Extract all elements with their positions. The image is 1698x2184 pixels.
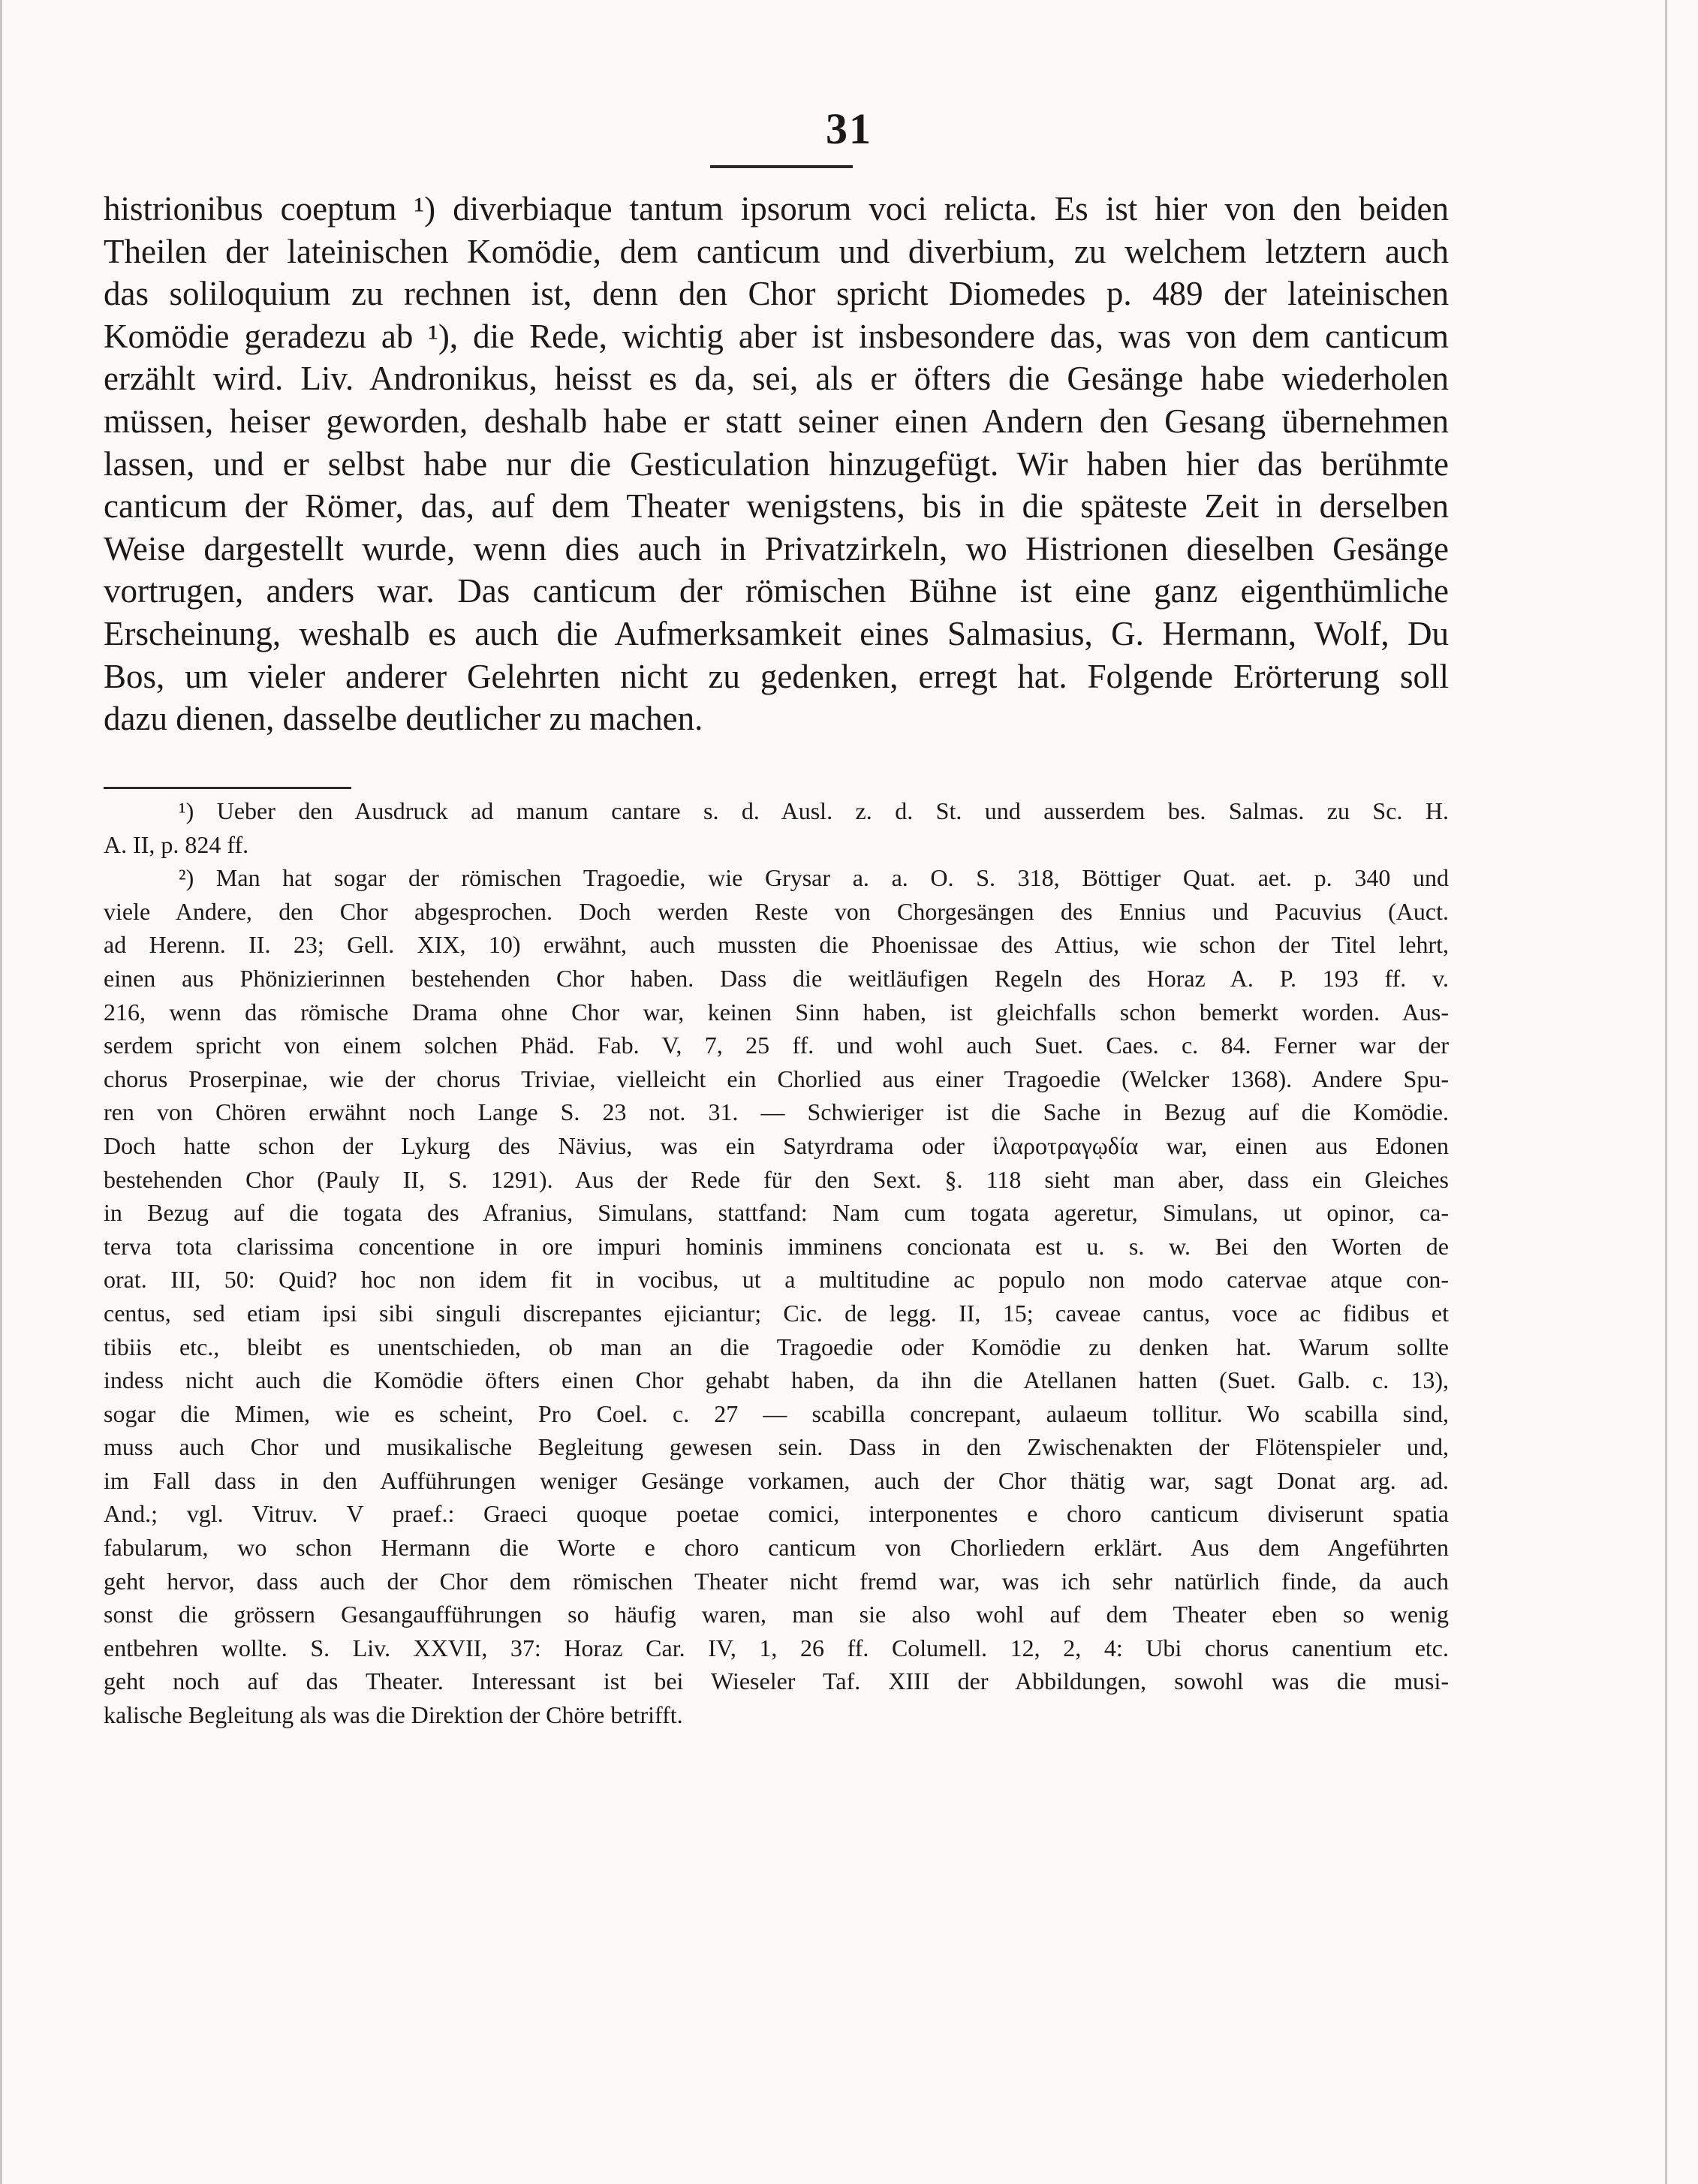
body-line: Komödie geradezu ab ¹), die Rede, wichtig aber ist insbesondere das, was von dem canticum [104,317,1449,355]
body-line: canticum der Römer, das, auf dem Theater wenigstens, bis in die späteste Zeit in derselben [104,487,1449,526]
footnote-line: sogar die Mimen, wie es scheint, Pro Coel. c. 27 — scabilla concrepant, aulaeum tollitur. Wo scabilla sind, [104,1399,1449,1427]
footnotes [104,794,1449,1732]
footnote-line: in Bezug auf die togata des Afranius, Simulans, stattfand: Nam cum togata ageretur, Simulans, ut opinor, ca- [104,1199,1449,1227]
scan-edge-right [1665,0,1667,2184]
footnote-line: centus, sed etiam ipsi sibi singuli discrepantes ejiciantur; Cic. de legg. II, 15; caveae cantus, voce ac fidibus et [104,1299,1449,1327]
footnote-line: ren von Chören erwähnt noch Lange S. 23 not. 31. — Schwieriger ist die Sache in Bezug auf die Komödie. [104,1098,1449,1126]
body-line: das soliloquium zu rechnen ist, denn den Chor spricht Diomedes p. 489 der lateinischen [104,275,1449,313]
footnote-line: chorus Proserpinae, wie der chorus Triviae, vielleicht ein Chorlied aus einer Tragoedie (Welcker 1368). Andere Spu- [104,1065,1449,1092]
footnote-rule [104,787,351,789]
footnote-line: 216, wenn das römische Drama ohne Chor war, keinen Sinn haben, ist gleichfalls schon bemerkt worden. Aus- [104,998,1449,1026]
body-line: Theilen der lateinischen Komödie, dem canticum und diverbium, zu welchem letztern auch [104,232,1449,270]
body-line: Erscheinung, weshalb es auch die Aufmerksamkeit eines Salmasius, G. Hermann, Wolf, Du [104,614,1449,652]
footnote-line: tibiis etc., bleibt es unentschieden, ob man an die Tragoedie oder Komödie zu denken hat. Warum sollte [104,1333,1449,1360]
body-text [104,188,1449,740]
footnote-line: entbehren wollte. S. Liv. XXVII, 37: Horaz Car. IV, 1, 26 ff. Columell. 12, 2, 4: Ubi chorus canentium etc. [104,1634,1449,1661]
body-line: erzählt wird. Liv. Andronikus, heisst es da, sei, als er öfters die Gesänge habe wiederholen [104,360,1449,398]
footnote-line: Doch hatte schon der Lykurg des Nävius, was ein Satyrdrama oder ἱλαροτραγῳδία war, einen aus Edonen [104,1131,1449,1159]
footnote-line: viele Andere, den Chor abgesprochen. Doch werden Reste von Chorgesängen des Ennius und Pacuvius (Auct. [104,897,1449,925]
footnote-line: bestehenden Chor (Pauly II, S. 1291). Aus der Rede für den Sext. §. 118 sieht man aber, dass ein Gleiches [104,1165,1449,1193]
body-line: müssen, heiser geworden, deshalb habe er statt seiner einen Andern den Gesang übernehmen [104,402,1449,440]
footnote-line: geht hervor, dass auch der Chor dem römischen Theater nicht fremd war, was ich sehr natürlich finde, da auch [104,1567,1449,1595]
body-line: lassen, und er selbst habe nur die Gesticulation hinzugefügt. Wir haben hier das berühmte [104,444,1449,483]
footnote-line: sonst die grössern Gesangaufführungen so häufig waren, man sie also wohl auf dem Theater eben so wenig [104,1601,1449,1628]
scan-edge-left [0,0,2,2184]
body-line: vortrugen, anders war. Das canticum der römischen Bühne ist eine ganz eigenthümliche [104,572,1449,610]
footnote-line: terva tota clarissima concentione in ore impuri hominis imminens concionata est u. s. w. Bei den Worten de [104,1232,1449,1260]
footnote-line: indess nicht auch die Komödie öfters einen Chor gehabt haben, da ihn die Atellanen hatten (Suet. Galb. c. 13), [104,1366,1449,1394]
footnote-line: A. II, p. 824 ff. [104,830,249,858]
footnote-line: fabularum, wo schon Hermann die Worte e choro canticum von Chorliedern erklärt. Aus dem Angeführten [104,1534,1449,1562]
footnote-line: orat. III, 50: Quid? hoc non idem fit in vocibus, ut a multitudine ac populo non modo catervae atque con- [104,1266,1449,1294]
footnote-line: ¹) Ueber den Ausdruck ad manum cantare s. d. Ausl. z. d. St. und ausserdem bes. Salmas. zu Sc. H. [179,797,1449,824]
footnote-line: kalische Begleitung als was die Direktion der Chöre betrifft. [104,1701,683,1729]
footnote-line: im Fall dass in den Aufführungen weniger Gesänge vorkamen, auch der Chor thätig war, sagt Donat arg. ad. [104,1466,1449,1494]
page-number: 31 [826,104,872,153]
footnote-line: ²) Man hat sogar der römischen Tragoedie, wie Grysar a. a. O. S. 318, Böttiger Quat. aet. p. 340 und [179,864,1449,892]
footnote-line: einen aus Phönizierinnen bestehenden Chor haben. Dass die weitläufigen Regeln des Horaz A. P. 193 ff. v. [104,964,1449,992]
footnote-line: muss auch Chor und musikalische Begleitung gewesen sein. Dass in den Zwischenakten der Flötenspieler und, [104,1433,1449,1461]
page-number-rule [710,165,853,168]
body-line: dazu dienen, dasselbe deutlicher zu machen. [104,700,703,738]
footnote-line: geht noch auf das Theater. Interessant ist bei Wieseler Taf. XIII der Abbildungen, sowohl was die musi- [104,1667,1449,1695]
body-line: Weise dargestellt wurde, wenn dies auch in Privatzirkeln, wo Histrionen dieselben Gesänge [104,529,1449,568]
body-line: Bos, um vieler anderer Gelehrten nicht zu gedenken, erregt hat. Folgende Erörterung soll [104,657,1449,695]
footnote-line: ad Herenn. II. 23; Gell. XIX, 10) erwähnt, auch mussten die Phoenissae des Attius, wie schon der Titel lehrt, [104,931,1449,959]
body-line: histrionibus coeptum ¹) diverbiaque tantum ipsorum voci relicta. Es ist hier von den beiden [104,190,1449,227]
footnote-line: And.; vgl. Vitruv. V praef.: Graeci quoque poetae comici, interponentes e choro canticum diviserunt spatia [104,1500,1449,1528]
footnote-line: serdem spricht von einem solchen Phäd. Fab. V, 7, 25 ff. und wohl auch Suet. Caes. c. 84. Ferner war der [104,1032,1449,1059]
